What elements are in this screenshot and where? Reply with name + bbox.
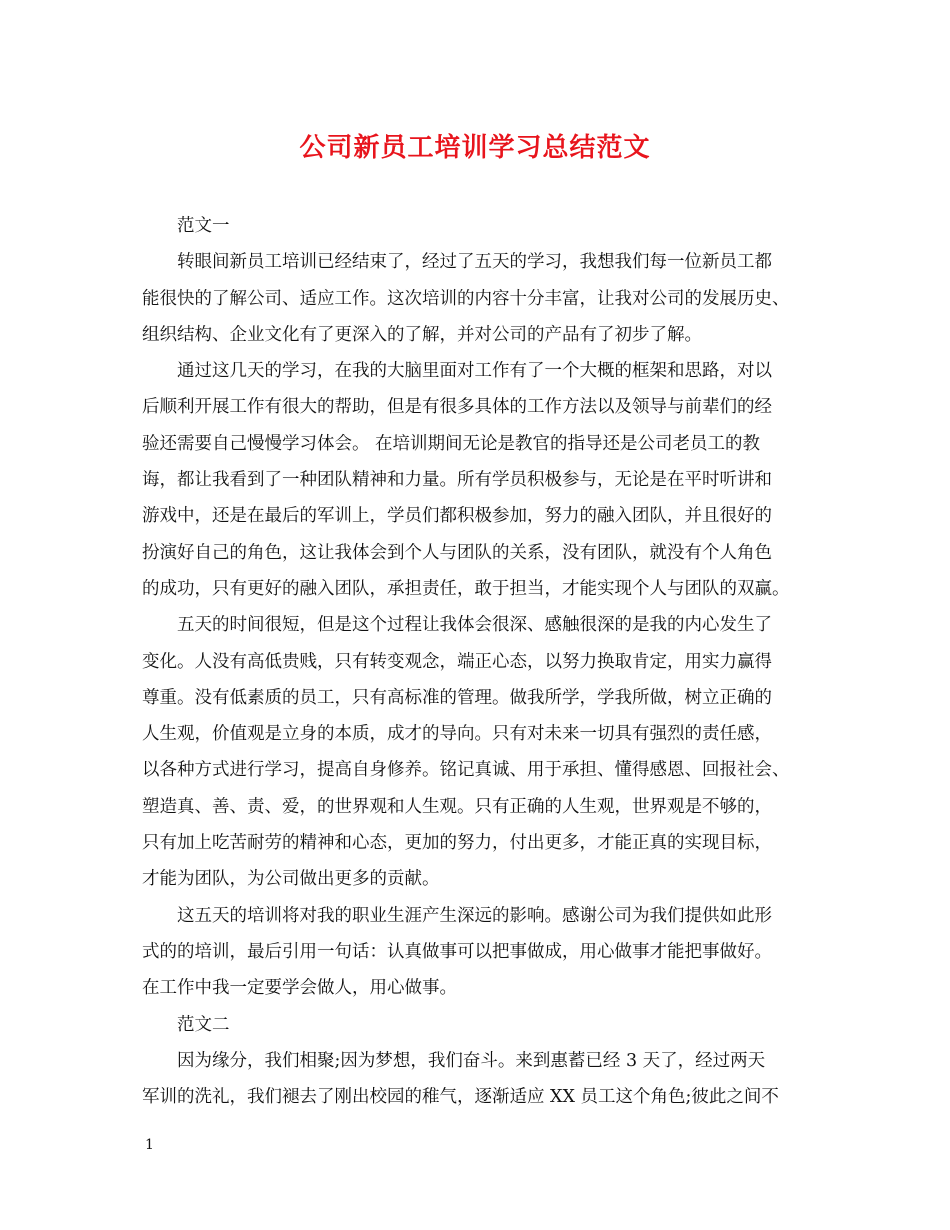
text-line: 只有加上吃苦耐劳的精神和心态，更加的努力，付出更多，才能正真的实现目标， (142, 833, 772, 854)
text-line: 诲，都让我看到了一种团队精神和力量。所有学员积极参与，无论是在平时听讲和 (142, 470, 772, 491)
text-line: 验还需要自己慢慢学习体会。 在培训期间无论是教官的指导还是公司老员工的教 (142, 433, 761, 454)
text-line: 能很快的了解公司、适应工作。这次培训的内容十分丰富，让我对公司的发展历史、 (142, 288, 790, 309)
text-line: 在工作中我一定要学会做人，用心做事。 (142, 978, 457, 999)
paragraph (142, 898, 832, 1007)
text-line: 人生观，价值观是立身的本质，成才的导向。只有对未来一切具有强烈的责任感， (142, 724, 772, 745)
text-line: 五天的时间很短，但是这个过程让我体会很深、感触很深的是我的内心发生了 (177, 615, 772, 636)
document-body (142, 208, 832, 1115)
text-line: 组织结构、企业文化有了更深入的了解，并对公司的产品有了初步了解。 (142, 324, 702, 345)
text-line: 军训的洗礼，我们褪去了刚出校园的稚气，逐渐适应 XX 员工这个角色;彼此之间不 (142, 1087, 779, 1108)
text-line: 因为缘分，我们相聚;因为梦想，我们奋斗。来到惠蓄已经 3 天了，经过两天 (177, 1050, 766, 1071)
text-line: 以各种方式进行学习，提高自身修养。铭记真诚、用于承担、懂得感恩、回报社会、 (142, 760, 790, 781)
text-line: 范文二 (177, 1014, 230, 1035)
text-line: 尊重。没有低素质的员工，只有高标准的管理。做我所学，学我所做，树立正确的 (142, 687, 772, 708)
text-line: 才能为团队，为公司做出更多的贡献。 (142, 869, 440, 890)
text-line: 这五天的培训将对我的职业生涯产生深远的影响。感谢公司为我们提供如此形 (177, 905, 772, 926)
text-line: 变化。人没有高低贵贱，只有转变观念，端正心态，以努力换取肯定，用实力赢得 (142, 651, 772, 672)
document-title: 公司新员工培训学习总结范文 (299, 133, 651, 163)
text-line: 的成功，只有更好的融入团队，承担责任，敢于担当，才能实现个人与团队的双赢。 (142, 578, 790, 599)
text-line: 扮演好自己的角色，这让我体会到个人与团队的关系，没有团队，就没有个人角色 (142, 542, 772, 563)
text-line: 游戏中，还是在最后的军训上，学员们都积极参加，努力的融入团队，并且很好的 (142, 506, 772, 527)
text-line: 范文一 (177, 216, 230, 236)
paragraph (142, 208, 832, 244)
page-number: 1 (145, 1137, 154, 1153)
text-line: 式的的培训，最后引用一句话：认真做事可以把事做成，用心做事才能把事做好。 (142, 941, 772, 962)
text-line: 转眼间新员工培训已经结束了，经过了五天的学习，我想我们每一位新员工都 (177, 252, 772, 273)
paragraph (142, 1007, 832, 1043)
text-line: 塑造真、善、责、爱，的世界观和人生观。只有正确的人生观，世界观是不够的， (142, 796, 772, 817)
text-line: 通过这几天的学习，在我的大脑里面对工作有了一个大概的框架和思路，对以 (177, 361, 772, 382)
text-line: 后顺利开展工作有很大的帮助，但是有很多具体的工作方法以及领导与前辈们的经 (142, 397, 772, 418)
paragraph (142, 353, 832, 607)
paragraph (142, 1043, 832, 1116)
paragraph (142, 244, 832, 353)
paragraph (142, 607, 832, 897)
